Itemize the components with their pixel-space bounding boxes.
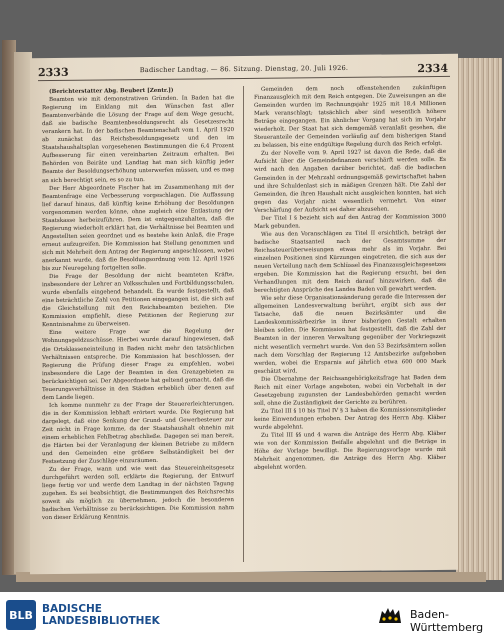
page-number-left: 2333 — [38, 65, 69, 80]
book-page-stack-right — [456, 58, 502, 580]
header-rule — [38, 76, 450, 81]
blb-library-name[interactable] — [42, 603, 160, 627]
blb-name-line2: LANDESBIBLIOTHEK — [42, 615, 160, 627]
baden-wuerttemberg-lions-icon[interactable] — [377, 605, 403, 625]
paragraph: Wie aus den Voranschlägen zu Titel II ersichtlich, beträgt der badische Staatsanteil nach der Gesamtsumme der Reichssteuerüberweisungen etwas mehr als im Vorjahr. Bei einzelnen Positionen sind Kürzungen eingetreten, die sich aus der neuen Verteilung nach dem Schlüssel des Finanzausgleichsgesetzes ergeben. Die Kommission hat die Regierung ersucht, bei den Verhandlungen mit dem Reich darauf hinzuwirken, daß die berechtigten Ansprüche des Landes Baden voll gewahrt werden. — [254, 229, 446, 295]
baden-wuerttemberg-name[interactable]: Baden-Württemberg — [410, 608, 484, 634]
column-divider — [243, 86, 244, 562]
paragraph: Eine weitere Frage war die Regelung der Wohnungsgeldzuschüsse. Hierbei wurde darauf hingewiesen, daß die Ortsklasseneinteilung in Baden nicht mehr den tatsächlichen Verhältnissen entspreche. Die Kommission hat beschlossen, der Regierung die Prüfung dieser Frage zu empfehlen, wobei insbesondere die Lage der Beamten in den Grenzgebieten zu berücksichtigen sei. Der Abgeordnete hat geltend gemacht, daß die Teuerungsverhältnisse in den Städten erheblich über denen auf dem Lande liegen. — [42, 328, 234, 401]
blb-name-line1: BADISCHE — [42, 603, 102, 615]
footer-bar — [0, 592, 504, 638]
paragraph: Beamten wie mit demonstrativen Gründen. In Baden hat die Regierung im Einklang mit den Wünschen fast aller Beamtenverbände die Lösung der Frage auf dem Wege gesucht, daß sie badische Beamtenbesoldungsrecht als Gesetzesrecht verankern hat. In der badischen Beamtenschaft vom 1. April 1920 ab zunächst das Reichsbesoldungsgesetz und den im Staatshaushaltsplan vorgesehenen Bestimmungen die 6,4 Prozent Aufbesserung für einen vereinbarten Zeitraum erhalten. Bei Behörden von Beiräte und Landtag hat man sich künftig jeder Beamte der Besoldungserhöhung unterwerfen müssen, und es mag an sich berechtigt sein, es so zu tun. — [42, 95, 234, 184]
paragraph: Ich komme nunmehr zu der Frage der Steuererleichterungen, die in der Kommission lebhaft erörtert wurde. Die Regierung hat dargelegt, daß eine Senkung der Grund- und Gewerbesteuer zur Zeit nicht in Frage komme, da der Staatshaushalt ohnehin mit einem erheblichen Fehlbetrag abschließe. Dagegen sei man bereit, die Härten bei der Veranlagung der kleinen Betriebe zu mildern und den Gemeinden eine größere Selbständigkeit bei der Festsetzung der Zuschläge einzuräumen. — [42, 400, 234, 466]
scanned-page — [30, 54, 458, 574]
blb-logo-icon[interactable]: BLB — [6, 600, 36, 630]
paragraph: Zu der Frage, wann und wie weit das Steuereinheitsgesetz durchgeführt werden soll, erklärte die Regierung, der Entwurf liege fertig vor und werde dem Landtag in der nächsten Tagung zugehen. Es sei beabsichtigt, die Bestimmungen des Reichsrechts soweit als möglich zu übernehmen, jedoch die besonderen badischen Verhältnisse zu berücksichtigen. Die Kommission nahm von dieser Erklärung Kenntnis. — [42, 465, 234, 522]
text-column-right — [254, 84, 446, 566]
paragraph: Zu Titel III § 10 bis Titel IV § 3 haben die Kommissionsmitglieder keine Einwendungen erhoben. Der Antrag des Herrn Abg. Kläber wurde abgelehnt. — [254, 406, 446, 431]
paragraph: Zu Titel III §§ und 4 waren die Anträge des Herrn Abg. Kläber wie von der Kommission Beifalle abgelehnt und die Beträge in Höhe der Vorlage bewilligt. Die Regierungsvorlage wurde mit Mehrheit angenommen, die Anträge des Herrn Abg. Kläber abgelehnt worden. — [254, 430, 446, 472]
paragraph: Der Herr Abgeordnete Fischer hat im Zusammenhang mit der Beamtenfrage eine Verbesserung vorgeschlagen. Die Auffassung lief darauf hinaus, daß künftig keine Erhöhung der Besoldungen vorgenommen werden könne, ohne zugleich eine Entlastung der Staatskasse herbeizuführen. Dem ist entgegenzuhalten, daß die Regierung wiederholt erklärt hat, die Verhältnisse bei Beamten und Angestellten seien geordnet und es bestehe kein Anlaß, die Frage erneut aufzugreifen. Die Kommission hat Stellung genommen und sich mit Mehrheit dem Antrag der Regierung angeschlossen, wobei anerkannt wurde, daß die Besoldungsordnung vom 12. April 1926 bis zur Neuregelung fortgelten solle. — [42, 183, 234, 273]
paragraph: Der Titel I § bezieht sich auf den Antrag der Kommission 3000 Mark gebunden. — [254, 213, 446, 230]
paragraph: Gemeinden dem noch offenstehenden zukünftigen Finanzausgleich mit dem Reich entgegen. Die Zuweisungen an die Gemeinden wurden im Rechnungsjahr 1925 mit 18,4 Millionen Mark veranschlagt; tatsächlich aber sind wesentlich höhere Beträge eingegangen. Ein ähnlicher Vorgang hat sich im Vorjahr wiederholt. Der Staat hat sich demgemäß veranlaßt gesehen, die Steueranteile der Gemeinden vorläufig auf dem bisherigen Stand zu belassen, bis eine endgültige Regelung durch das Reich erfolgt. — [254, 84, 446, 150]
page-number-right: 2334 — [417, 61, 448, 76]
text-column-left — [42, 86, 234, 568]
paragraph: Die Frage der Besoldung der nicht beamteten Kräfte, insbesondere der Lehrer an Volksschulen und Fortbildungsschulen, wurde ebenfalls eingehend behandelt. Es wurde festgestellt, daß eine beträchtliche Zahl von Petitionen eingegangen ist, die sich auf die Gleichstellung mit den Reichsbeamten beziehen. Die Kommission empfiehlt, diese Petitionen der Regierung zur Kenntnisnahme zu überweisen. — [42, 272, 234, 329]
speaker-heading: (Berichterstatter Abg. Beubert [Zentr.]) — [49, 87, 174, 96]
paragraph: Zu der Novelle vom 9. April 1927 ist davon die Rede, daß die Aufsicht über die Gemeindefinanzen verschärft werden solle. Es wird nach den Angaben darüber berichtet, daß die badischen Gemeinden in der Mehrzahl ordnungsgemäß gewirtschaftet haben und ihre Schuldenlast sich in mäßigen Grenzen hält. Die Zahl der Gemeinden, die ihren Haushalt nicht ausgleichen konnten, hat sich gegen das Vorjahr nicht wesentlich vermehrt. Von einer Verschärfung der Aufsicht sei daher abzusehen. — [254, 149, 446, 214]
paragraph: Die Übernahme der Reichsangehörigkeitsfrage hat Baden dem Reich mit einer Vorlage angeboten, wobei ein Vorbehalt in der Gesetzgebung zugunsten der Landesbehörden gemacht werden soll, ohne die Zuständigkeit der Gerichte zu berühren. — [254, 374, 446, 407]
running-header: Badischer Landtag. — 86. Sitzung. Dienstag, 20. Juli 1926. — [139, 63, 349, 75]
paragraph: Wie sehr diese Organisationsänderung gerade die Interessen der allgemeinen Landesverwaltung berührt, ergibt sich aus der Tatsache, daß die neuen Bezirksämter und die Landeskommissärbezirke in ihrer bisherigen Gestalt erhalten bleiben sollen. Die Kommission hat festgestellt, daß die Zahl der Beamten in der inneren Verwaltung gegenüber der Vorkriegszeit nicht wesentlich vermehrt wurde. Von den 53 Bezirksämtern sollen nach dem Vorschlag der Regierung 12 Amtsbezirke aufgehoben werden, wobei die Ersparnis auf jährlich etwa 600 000 Mark geschätzt wird. — [254, 294, 446, 375]
